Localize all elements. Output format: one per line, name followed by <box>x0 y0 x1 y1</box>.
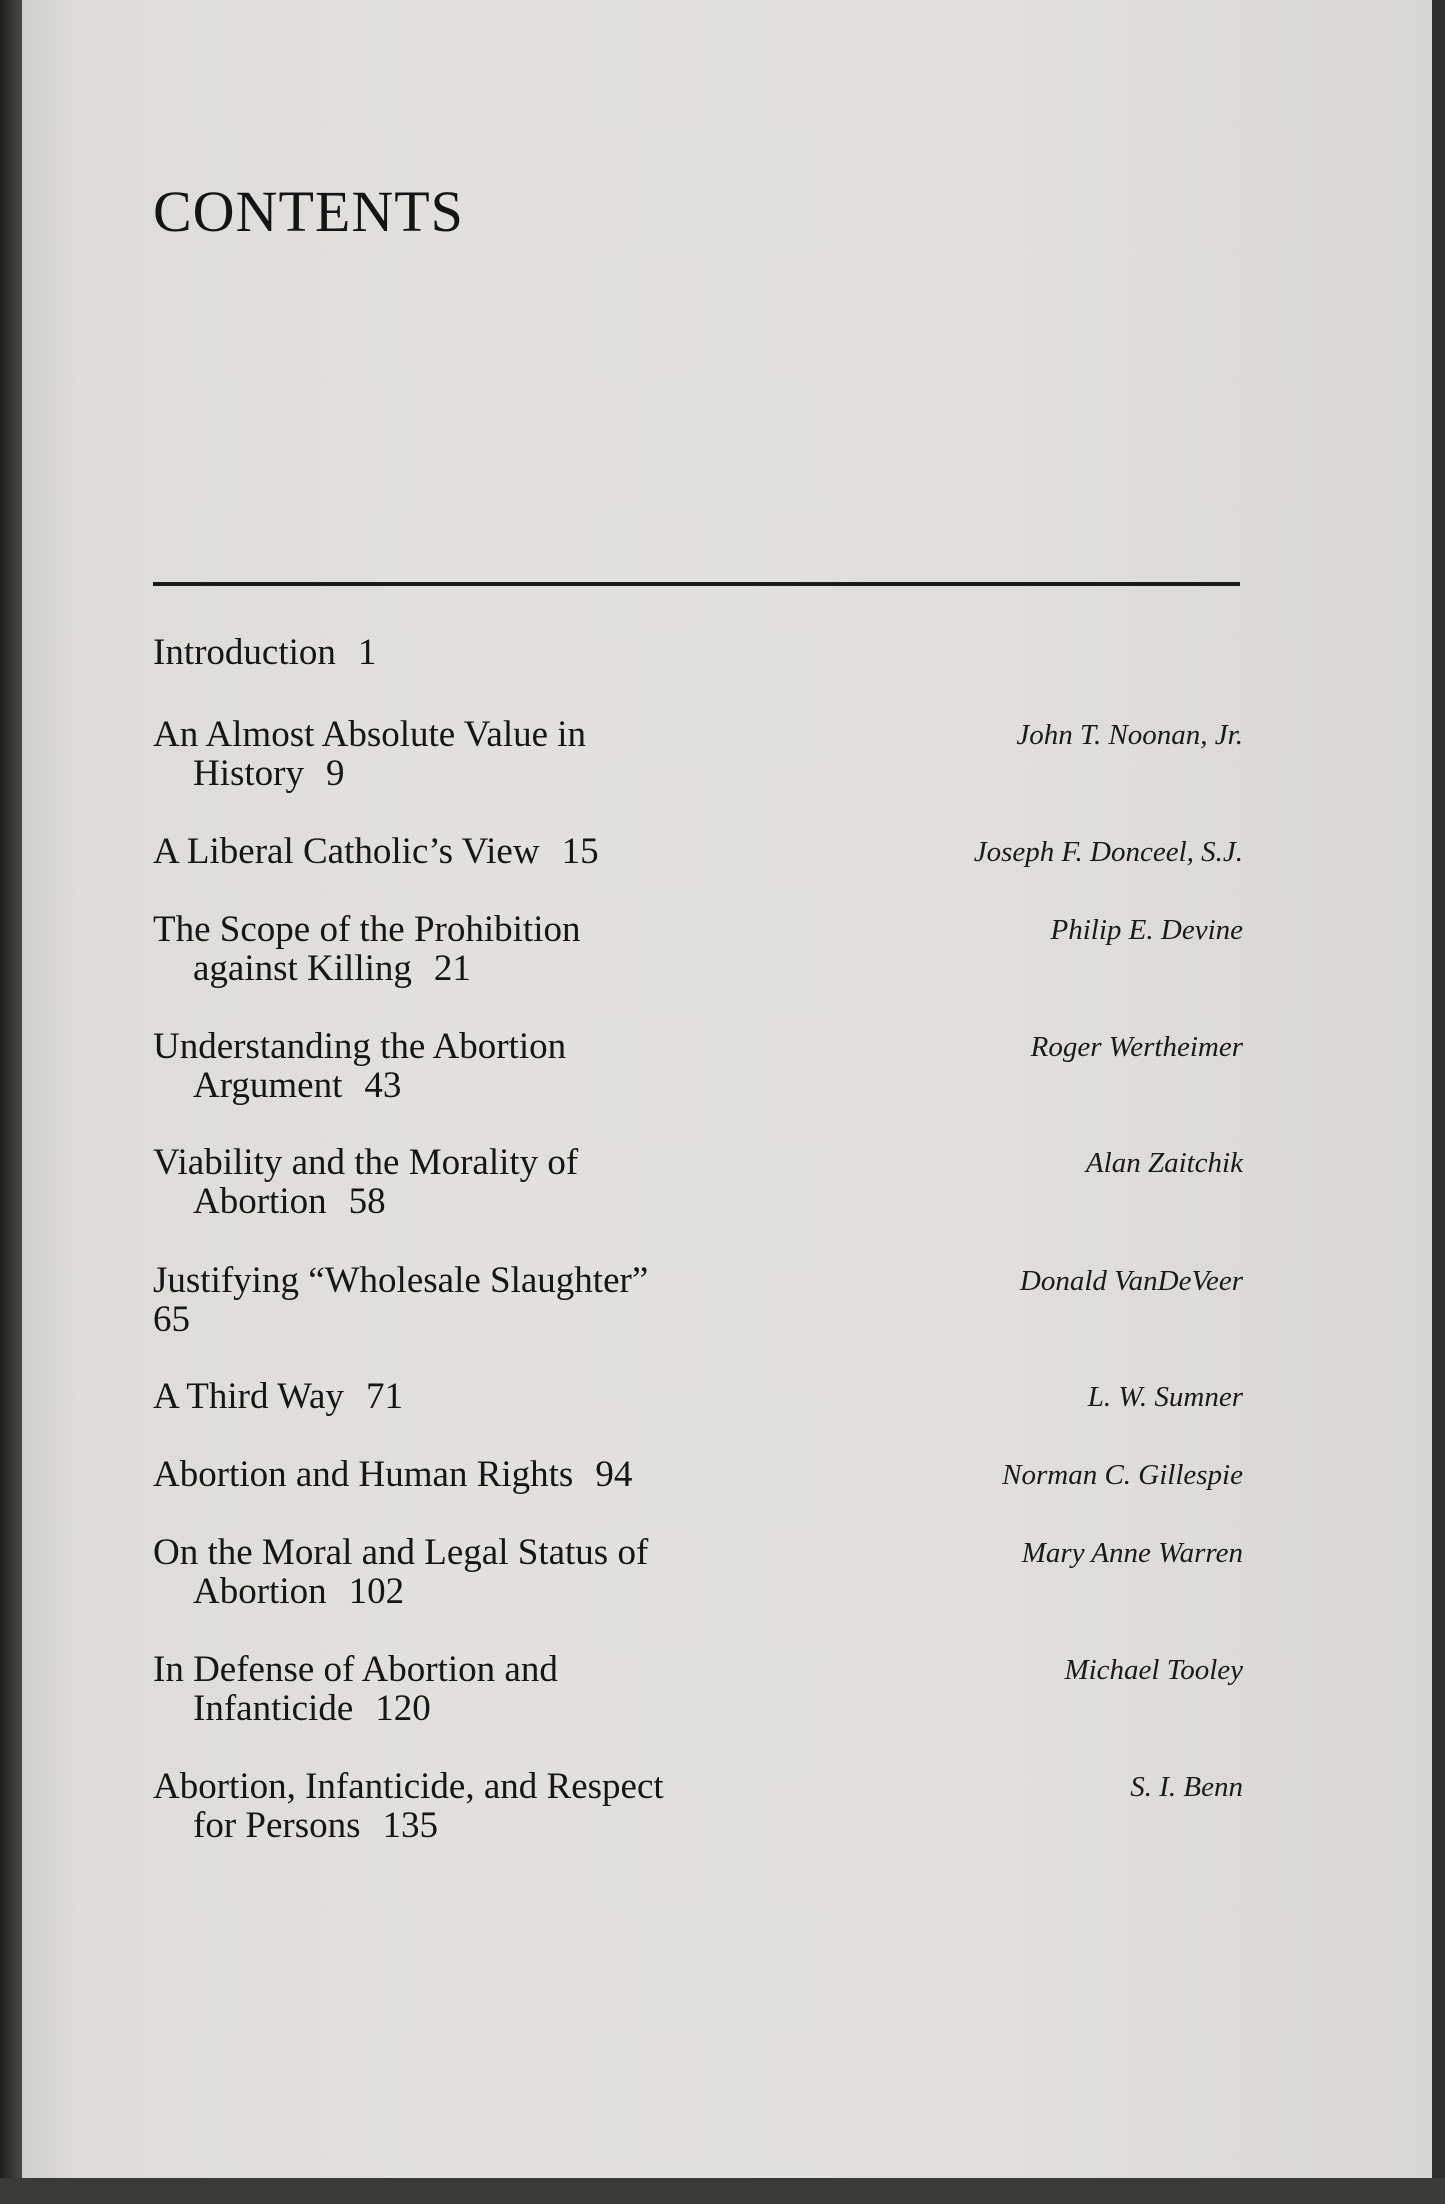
entry-title: Viability and the Morality of <box>153 1142 579 1183</box>
entry-author: John T. Noonan, Jr. <box>1016 719 1243 751</box>
toc-entry-noonan <box>153 715 1243 793</box>
book-page <box>22 0 1432 2204</box>
entry-author: Mary Anne Warren <box>1021 1537 1243 1569</box>
entry-title-cont: History <box>193 753 304 794</box>
entry-title: In Defense of Abortion and <box>153 1649 558 1690</box>
entry-title: Abortion and Human Rights <box>153 1454 574 1495</box>
entry-page: 94 <box>595 1454 633 1495</box>
toc-entry-introduction <box>153 633 1243 672</box>
toc-entry-wertheimer <box>153 1027 1243 1105</box>
page-title: CONTENTS <box>153 179 464 244</box>
horizontal-rule <box>153 582 1240 586</box>
entry-title-cont: Abortion <box>193 1181 327 1222</box>
entry-page: 65 <box>153 1299 190 1340</box>
entry-title-cont: Infanticide <box>193 1688 354 1729</box>
entry-title: The Scope of the Prohibition <box>153 909 581 950</box>
toc-entry-gillespie <box>153 1455 1243 1494</box>
entry-page: 21 <box>433 948 471 989</box>
entry-title: Introduction <box>153 632 336 673</box>
toc-entry-sumner <box>153 1377 1243 1416</box>
toc-entry-warren <box>153 1533 1243 1611</box>
entry-page: 71 <box>365 1376 403 1417</box>
entry-title: Abortion, Infanticide, and Respect <box>153 1766 664 1807</box>
entry-title: Justifying “Wholesale Slaughter” <box>153 1260 649 1301</box>
entry-page: 15 <box>561 831 599 872</box>
toc-entry-donceel <box>153 832 1243 871</box>
entry-author: Donald VanDeVeer <box>1019 1265 1243 1297</box>
entry-page: 102 <box>348 1571 405 1612</box>
entry-title-cont: Argument <box>193 1065 343 1106</box>
entry-title-cont: against Killing <box>193 948 412 989</box>
entry-author: Michael Tooley <box>1064 1654 1243 1686</box>
entry-title: Understanding the Abortion <box>153 1026 567 1067</box>
entry-page: 120 <box>375 1688 431 1729</box>
entry-author: Norman C. Gillespie <box>1002 1459 1243 1491</box>
entry-title: A Liberal Catholic’s View <box>153 831 540 872</box>
entry-page: 135 <box>382 1805 439 1846</box>
entry-title: An Almost Absolute Value in <box>153 714 587 755</box>
entry-author: L. W. Sumner <box>1087 1381 1243 1413</box>
entry-page: 43 <box>364 1065 402 1106</box>
entry-title-cont: for Persons <box>193 1805 361 1846</box>
entry-page: 1 <box>357 632 377 673</box>
entry-author: Alan Zaitchik <box>1085 1147 1243 1179</box>
entry-author: S. I. Benn <box>1130 1771 1243 1803</box>
entry-page: 58 <box>348 1181 386 1222</box>
toc-entry-benn <box>153 1767 1243 1845</box>
entry-author: Joseph F. Donceel, S.J. <box>973 836 1243 868</box>
toc-entry-tooley <box>153 1650 1243 1728</box>
entry-title-cont: Abortion <box>193 1571 327 1612</box>
entry-title: On the Moral and Legal Status of <box>153 1532 649 1573</box>
entry-title: A Third Way <box>153 1376 344 1417</box>
entry-author: Philip E. Devine <box>1050 914 1243 946</box>
toc-entry-devine <box>153 910 1243 988</box>
toc-entry-zaitchik <box>153 1143 1243 1221</box>
toc-entry-vandeveer <box>153 1261 1243 1339</box>
book-spine-shadow <box>0 0 22 2204</box>
entry-author: Roger Wertheimer <box>1030 1031 1243 1063</box>
page-edge-shadow <box>0 2178 1445 2204</box>
entry-page: 9 <box>326 753 345 794</box>
